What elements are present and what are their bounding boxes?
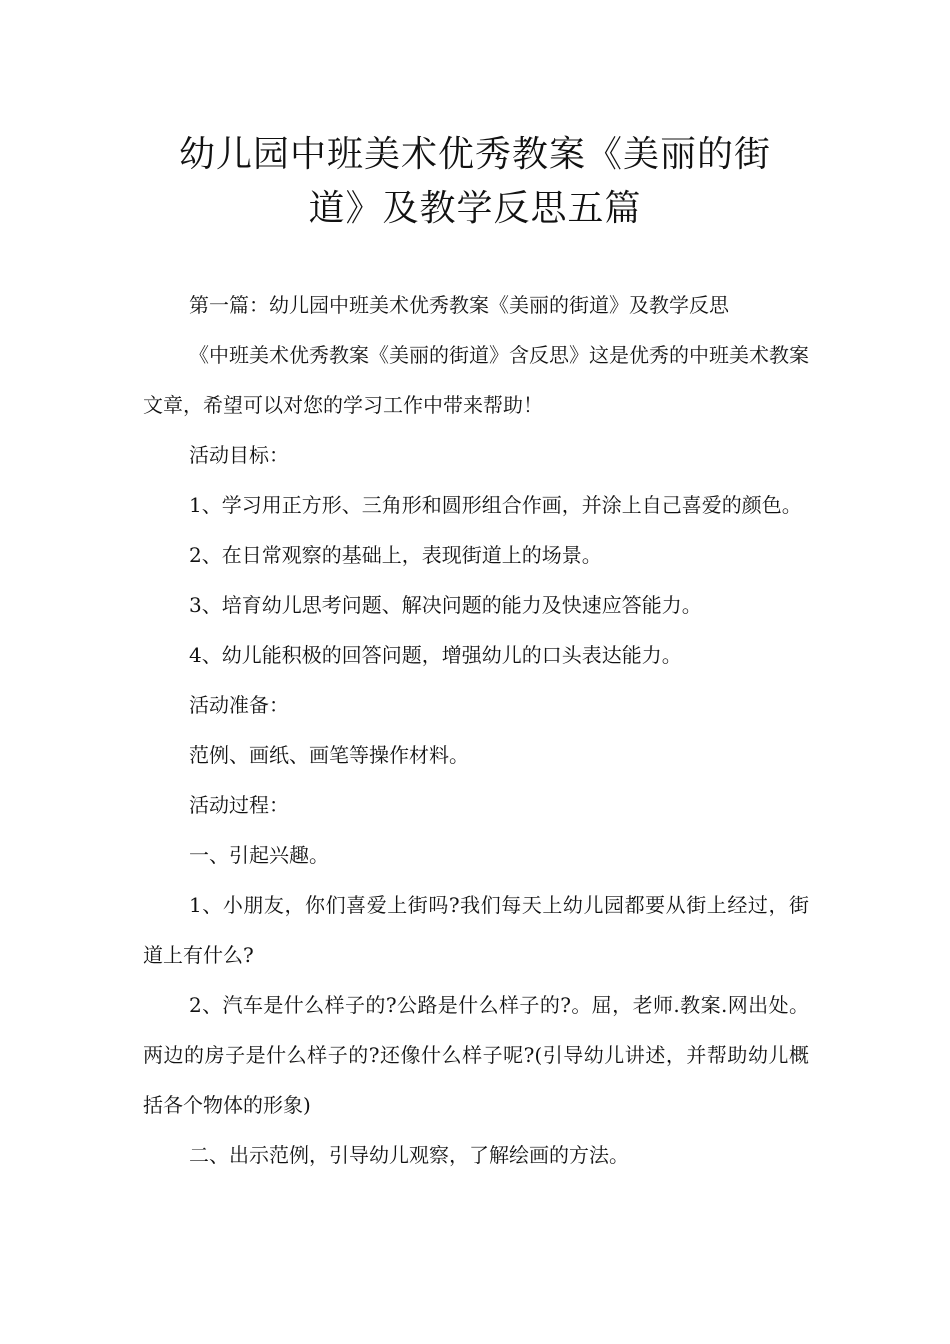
- paragraph-step-1-question-1: 1、小朋友，你们喜爱上街吗?我们每天上幼儿园都要从街上经过，街道上有什么?: [143, 893, 809, 967]
- paragraph-prep-heading: 活动准备：: [189, 693, 289, 717]
- paragraph-step-1-heading: 一、引起兴趣。: [189, 843, 329, 867]
- document-body: [143, 280, 809, 1180]
- paragraph-prep-materials: 范例、画纸、画笔等操作材料。: [189, 743, 469, 767]
- paragraph-chapter-heading: 第一篇：幼儿园中班美术优秀教案《美丽的街道》及教学反思: [189, 293, 729, 317]
- title-line-2: 道》及教学反思五篇: [308, 188, 642, 229]
- paragraph-intro: 《中班美术优秀教案《美丽的街道》含反思》这是优秀的中班美术教案文章，希望可以对您的学习工作中带来帮助！: [143, 343, 809, 417]
- paragraph-goal-3: 3、培育幼儿思考问题、解决问题的能力及快速应答能力。: [189, 593, 702, 617]
- document-title: [120, 128, 830, 236]
- paragraph-step-2-heading: 二、出示范例，引导幼儿观察，了解绘画的方法。: [189, 1143, 629, 1167]
- paragraph-goal-2: 2、在日常观察的基础上，表现街道上的场景。: [189, 543, 602, 567]
- paragraph-goal-4: 4、幼儿能积极的回答问题，增强幼儿的口头表达能力。: [189, 643, 682, 667]
- paragraph-goals-heading: 活动目标：: [189, 443, 289, 467]
- paragraph-goal-1: 1、学习用正方形、三角形和圆形组合作画，并涂上自己喜爱的颜色。: [189, 493, 802, 517]
- paragraph-process-heading: 活动过程：: [189, 793, 289, 817]
- title-line-1: 幼儿园中班美术优秀教案《美丽的街: [178, 134, 771, 175]
- paragraph-step-1-question-2: 2、汽车是什么样子的?公路是什么样子的?。屈，老师.教案.网出处。两边的房子是什么样子的?还像什么样子呢?(引导幼儿讲述，并帮助幼儿概括各个物体的形象): [143, 993, 809, 1117]
